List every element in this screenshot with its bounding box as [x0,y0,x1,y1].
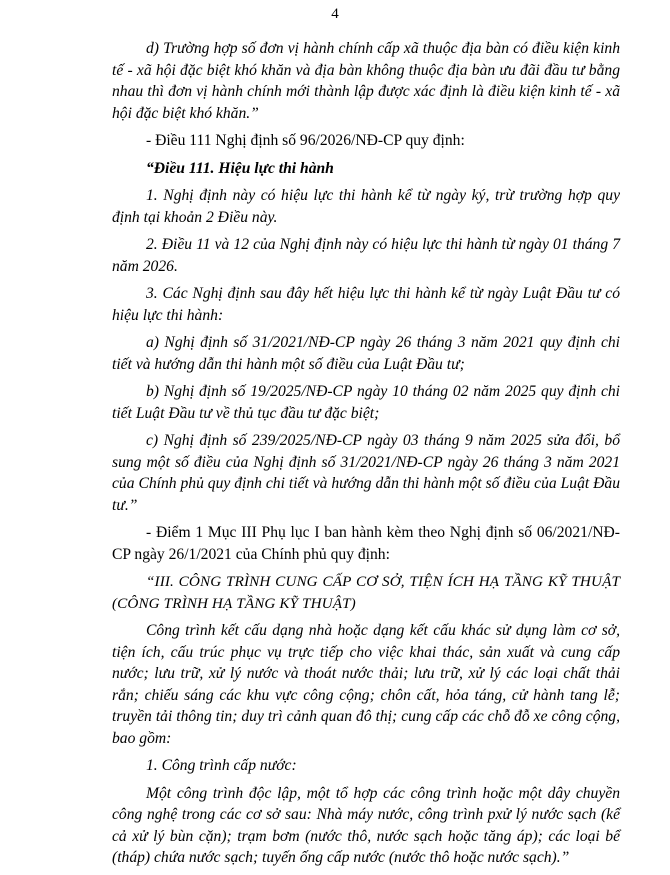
paragraph-point-d: d) Trường hợp số đơn vị hành chính cấp xã thuộc địa bàn có điều kiện kinh tế - xã hội đặc biệt khó khăn và địa bàn không thuộc địa bàn ưu đãi đầu tư bằng nhau thì đơn vị hành chính mới thành lập được xác định là điều kiện kinh tế - xã hội đặc biệt khó khăn.” [112,40,620,122]
water-supply-description: Một công trình độc lập, một tổ hợp các công trình hoặc một dây chuyền công nghệ trong các cơ sở sau: Nhà máy nước, công trình pxử lý nước sạch (kể cả xử lý bùn cặn); trạm bơm (nước thô, nước sạch hoặc tăng áp); các loại bể (tháp) chứa nước sạch; tuyến ống cấp nước (nước thô hoặc nước sạch).” [112,784,620,866]
article-111-heading: “Điều 111. Hiệu lực thi hành [146,159,334,177]
paragraph-article-111-intro: - Điều 111 Nghị định số 96/2026/NĐ-CP quy định: [146,132,465,149]
section-iii-heading: “III. CÔNG TRÌNH CUNG CẤP CƠ SỞ, TIỆN ÍCH HẠ TẦNG KỸ THUẬT (CÔNG TRÌNH HẠ TẦNG KỸ THUẬT) [112,573,620,612]
article-111-clause-2: 2. Điều 11 và 12 của Nghị định này có hiệu lực thi hành từ ngày 01 tháng 7 năm 2026. [112,236,620,275]
section-iii-description: Công trình kết cấu dạng nhà hoặc dạng kết cấu khác sử dụng làm cơ sở, tiện ích, cấu trúc phục vụ trực tiếp cho việc khai thác, sản xuất và cung cấp nước; lưu trữ, xử lý nước và thoát nước thải; lưu trữ, xử lý các loại chất thải rắn; chiếu sáng các khu vực công cộng; chôn cất, hỏa táng, cử hành tang lễ; truyền tải thông tin; duy trì cảnh quan đô thị; cung cấp các chỗ đỗ xe công cộng, bao gồm: [112,622,620,747]
article-111-clause-1: 1. Nghị định này có hiệu lực thi hành kể từ ngày ký, trừ trường hợp quy định tại khoản 2 Điều này. [112,187,620,226]
article-111-clause-3: 3. Các Nghị định sau đây hết hiệu lực thi hành kể từ ngày Luật Đầu tư có hiệu lực thi hành: [112,285,620,324]
article-111-point-a: a) Nghị định số 31/2021/NĐ-CP ngày 26 tháng 3 năm 2021 quy định chi tiết và hướng dẫn thi hành một số điều của Luật Đầu tư; [112,334,620,373]
article-111-point-c: c) Nghị định số 239/2025/NĐ-CP ngày 03 tháng 9 năm 2025 sửa đổi, bổ sung một số điều của Nghị định số 31/2021/NĐ-CP ngày 26 tháng 3 năm 2021 của Chính phủ quy định chi tiết và hướng dẫn thi hành một số điều của Luật Đầu tư.” [112,432,620,514]
article-111-point-b: b) Nghị định số 19/2025/NĐ-CP ngày 10 tháng 02 năm 2025 quy định chi tiết Luật Đầu tư về thủ tục đầu tư đặc biệt; [112,383,620,422]
paragraph-annex-intro: - Điểm 1 Mục III Phụ lục I ban hành kèm theo Nghị định số 06/2021/NĐ-CP ngày 26/1/2021 của Chính phủ quy định: [112,524,620,563]
water-supply-heading: 1. Công trình cấp nước: [146,757,297,774]
page-number: 4 [331,6,339,22]
document-body [112,38,620,875]
